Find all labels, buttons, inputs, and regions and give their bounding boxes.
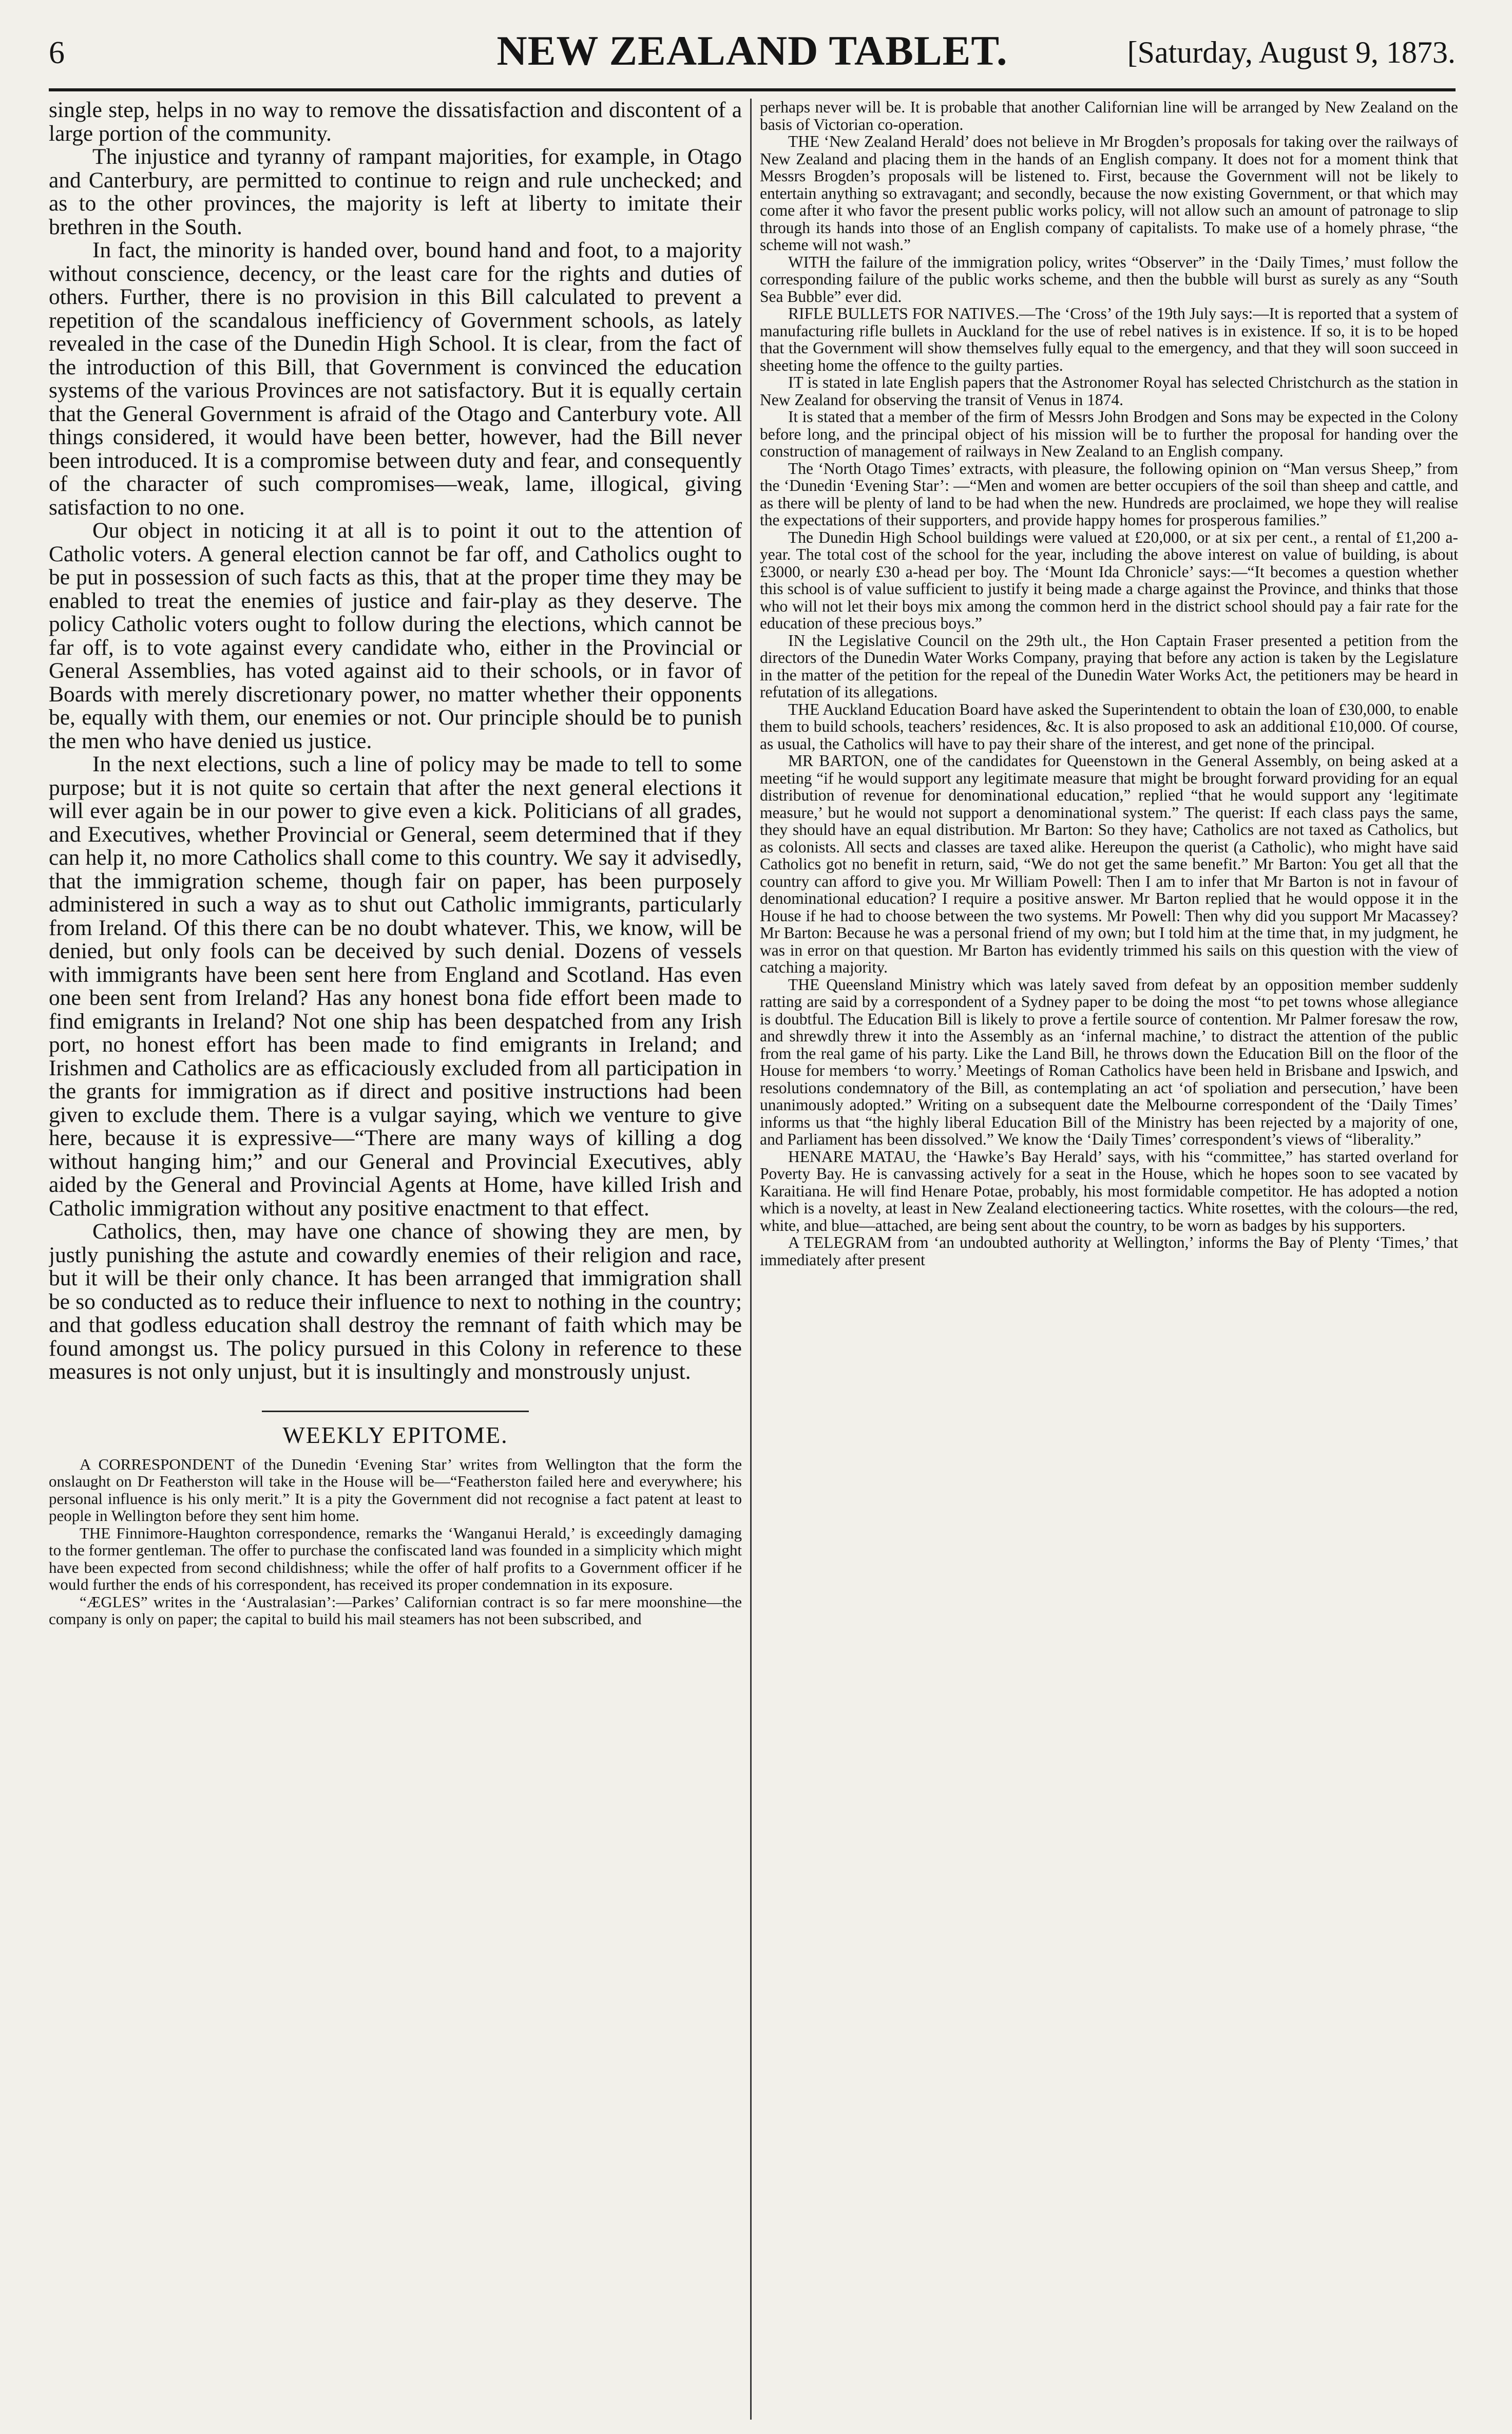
epitome-paragraph: THE Finnimore-Haughton correspondence, remarks the ‘Wanganui Herald,’ is exceedingly damaging to the former gentleman. The offer to purchase the confiscated land was founded in a simplicity which might have been expected from second childishness; while the offer of half profits to a Government officer if he would further the ends of his correspondent, has received its proper condemnation in its exposure. [49, 1524, 742, 1593]
article-paragraph: single step, helps in no way to remove the dissatisfaction and discontent of a large portion of the community. [49, 99, 742, 146]
epitome-paragraph: HENARE MATAU, the ‘Hawke’s Bay Herald’ says, with his “committee,” has started overland for Poverty Bay. He is canvassing actively for a seat in the House, which he hopes soon to see vacated by Karaitiana. He will find Henare Potae, probably, his most formidable competitor. He has adopted a notion which is a novelty, at least in New Zealand electioneering tactics. White rosettes, with the colours—the red, white, and blue—attached, are being sent about the country, to be worn as badges by his supporters. [760, 1147, 1458, 1234]
epitome-paragraph: It is stated that a member of the firm of Messrs John Brodgen and Sons may be expected in the Colony before long, and the principal object of his mission will be to further the proposal for handing over the construction of management of railways in New Zealand to an English company. [760, 408, 1458, 460]
article-paragraph: Our object in noticing it at all is to point it out to the attention of Catholic voters. A general election cannot be far off, and Catholics ought to be put in possession of such facts as this, that at the proper time they may be enabled to treat the enemies of justice and fair-play as they deserve. The policy Catholic voters ought to follow during the elections, which cannot be far off, is to vote against every candidate who, either in the Provincial or General Assemblies, has voted against aid to their schools, or in favor of Boards with merely discretionary power, no matter whether their opponents be, equally with them, our enemies or not. Our principle should be to punish the men who have denied us justice. [49, 518, 742, 753]
page-number: 6 [49, 35, 65, 70]
article-paragraph: In fact, the minority is handed over, bound hand and foot, to a majority without conscience, decency, or the least care for the rights and duties of others. Further, there is no provision in this Bill calculated to prevent a repetition of the scandalous inefficiency of Government schools, as lately revealed in the case of the Dunedin High School. It is clear, from the fact of the introduction of this Bill, that Government is convinced the education systems of the various Provinces are not satisfactory. But it is equally certain that the General Government is afraid of the Otago and Canterbury vote. All things considered, it would have been better, however, had the Bill never been introduced. It is a compromise between duty and fear, and consequently of the character of such compromises—weak, lame, illogical, giving satisfaction to no one. [49, 238, 742, 520]
left-column [49, 99, 742, 2409]
article-paragraph: The injustice and tyranny of rampant majorities, for example, in Otago and Canterbury, are permitted to continue to reign and rule unchecked; and as to the other provinces, the majority is left at liberty to imitate their brethren in the South. [49, 144, 742, 239]
section-heading: WEEKLY EPITOME. [282, 1421, 508, 1448]
epitome-paragraph: THE ‘New Zealand Herald’ does not believe in Mr Brogden’s proposals for taking over the railways of New Zealand and placing them in the hands of an English company. It does not for a moment think that Messrs Brogden’s proposals will be listened to. First, because the Government will not be likely to entertain anything so extravagant; and secondly, because the now existing Government, or that which may come after it who favor the present public works policy, will not allow such an amount of patronage to slip through its hands into those of an English company of capitalists. To make use of a homely phrase, “the scheme will not wash.” [760, 132, 1458, 254]
epitome-paragraph: RIFLE BULLETS FOR NATIVES.—The ‘Cross’ of the 19th July says:—It is reported that a system of manufacturing rifle bullets in Auckland for the use of rebel natives is in existence. If so, it is to be hoped that the Government will show themselves fully equal to the emergency, and that they will soon succeed in sheeting home the offence to the guilty parties. [760, 305, 1458, 374]
article-paragraph: Catholics, then, may have one chance of showing they are men, by justly punishing the astute and cowardly enemies of their religion and race, but it will be their only chance. It has been arranged that immigration shall be so conducted as to reduce their influence to next to nothing in the country; and that godless education shall destroy the remnant of faith which may be found amongst us. The policy pursued in this Colony in reference to these measures is not only unjust, but it is insultingly and monstrously unjust. [49, 1219, 742, 1384]
article-paragraph: In the next elections, such a line of policy may be made to tell to some purpose; but it is not quite so certain that after the next general elections it will ever again be in our power to give even a kick. Politicians of all grades, and Executives, whether Provincial or General, seem determined that if they can help it, no more Catholics shall come to this country. We say it advisedly, that the immigration scheme, though fair on paper, has been purposely administered in such a way as to shut out Catholic immigrants, particularly from Ireland. Of this there can be no doubt whatever. This, we know, will be denied, but only fools can be deceived by such denial. Dozens of vessels with immigrants have been sent here from England and Scotland. Has even one been sent from Ireland? Has any honest bona fide effort been made to find emigrants in Ireland? Not one ship has been despatched from any Irish port, no honest effort has been made to find emigrants in Ireland; and Irishmen and Catholics are as efficaciously excluded from all participation in the grants for immigration as if direct and positive instructions had been given to exclude them. There is a vulgar saying, which we venture to give here, because it is expressive—“There are many ways of killing a dog without hanging him;” and our General and Provincial Executives, ably aided by the General and Provincial Agents at Home, have killed Irish and Catholic immigration without any positive enactment to that effect. [49, 752, 742, 1221]
epitome-paragraph: THE Queensland Ministry which was lately saved from defeat by an opposition member suddenly ratting are said by a correspondent of a Sydney paper to be doing the most “to pet towns whose allegiance is doubtful. The Education Bill is likely to prove a fertile source of contention. Mr Palmer foresaw the row, and shrewdly threw it into the Assembly as an ‘infernal machine,’ to distract the attention of the public from the real game of his party. Like the Land Bill, he throws down the Education Bill on the floor of the House for members ‘to worry.’ Meetings of Roman Catholics have been held in Brisbane and Ipswich, and resolutions condemnatory of the Bill, as contemplating an act ‘of spoliation and persecution,’ have been unanimously adopted.” Writing on a subsequent date the Melbourne correspondent of the ‘Daily Times’ informs us that “the highly liberal Education Bill of the Ministry has been rejected by a majority of one, and Parliament has been dissolved.” We know the ‘Daily Times’ correspondent’s views of “liberality.” [760, 975, 1458, 1148]
epitome-paragraph: The Dunedin High School buildings were valued at £20,000, or at six per cent., a rental of £1,200 a-year. The total cost of the school for the year, including the above interest on value of building, is about £3000, or nearly £30 a-head per boy. The ‘Mount Ida Chronicle’ says:—“It becomes a question whether this school is of value sufficient to justify it being made a charge against the Province, and thinks that those who will not let their boys mix among the common herd in the district school should pay a fair rate for the education of these precious boys.” [760, 528, 1458, 632]
page-header [49, 15, 1456, 92]
epitome-paragraph: “ÆGLES” writes in the ‘Australasian’:—Parkes’ Californian contract is so far mere moonshine—the company is only on paper; the capital to build his mail steamers has not been subscribed, and [49, 1592, 742, 1628]
column-divider [750, 99, 752, 2420]
epitome-paragraph: IN the Legislative Council on the 29th ult., the Hon Captain Fraser presented a petition from the directors of the Dunedin Water Works Company, praying that before any action is taken by the Legislature in the matter of the petition for the repeal of the Dunedin Water Works Act, the petitioners may be heard in refutation of its allegations. [760, 631, 1458, 701]
epitome-paragraph: IT is stated in late English papers that the Astronomer Royal has selected Christchurch as the station in New Zealand for observing the transit of Venus in 1874. [760, 373, 1458, 409]
epitome-paragraph: perhaps never will be. It is probable that another Californian line will be arranged by New Zealand on the basis of Victorian co-operation. [760, 99, 1458, 134]
header-rule [49, 88, 1456, 91]
issue-date: [Saturday, August 9, 1873. [1127, 35, 1456, 69]
epitome-paragraph: A CORRESPONDENT of the Dunedin ‘Evening Star’ writes from Wellington that the form the onslaught on Dr Featherston will take in the House will be—“Featherston failed here and everywhere; his personal influence is his only merit.” It is a pity the Government did not recognise a fact patent at least to people in Wellington before they sent him home. [49, 1455, 742, 1525]
masthead-title: NEW ZEALAND TABLET. [496, 27, 1008, 74]
epitome-paragraph: WITH the failure of the immigration policy, writes “Observer” in the ‘Daily Times,’ must follow the corresponding failure of the public works scheme, and then the bubble will burst as surely as any “South Sea Bubble” ever did. [760, 253, 1458, 306]
epitome-paragraph: THE Auckland Education Board have asked the Superintendent to obtain the loan of £30,000, to enable them to build schools, teachers’ residences, &c. It is also proposed to ask an additional £10,000. Of course, as usual, the Catholics will have to pay their share of the interest, and get none of the principal. [760, 700, 1458, 753]
right-column [760, 99, 1458, 2425]
section-divider [262, 1411, 529, 1412]
epitome-paragraph: MR BARTON, one of the candidates for Queenstown in the General Assembly, on being asked at a meeting “if he would support any legitimate measure that might be brought forward providing for an equal distribution of revenue for denominational education,” replied “that he would support any ‘legitimate measure,’ but he would not support a denominational system.” The querist: If each class pays the same, they should have an equal distribution. Mr Barton: So they have; Catholics are not taxed as Catholics, but as colonists. All sects and classes are taxed alike. Hereupon the querist (a Catholic), who might have said Catholics got no benefit in return, said, “We do not get the same benefit.” Mr Barton: You get all that the country can afford to give you. Mr William Powell: Then I am to infer that Mr Barton is not in favour of denominational education? I require a positive answer. Mr Barton replied that he would oppose it in the House if he had to choose between the two systems. Mr Powell: Then why did you support Mr Macassey? Mr Barton: Because he was a personal friend of my own; but I told him at the time that, in my judgment, he was in error on that question. Mr Barton has evidently trimmed his sails on this question with the view of catching a majority. [760, 752, 1458, 976]
epitome-paragraph: A TELEGRAM from ‘an undoubted authority at Wellington,’ informs the Bay of Plenty ‘Times,’ that immediately after present [760, 1233, 1458, 1269]
epitome-paragraph: The ‘North Otago Times’ extracts, with pleasure, the following opinion on “Man versus Sheep,” from the ‘Dunedin ‘Evening Star’: —“Men and women are better occupiers of the soil than sheep and cattle, and as there will be plenty of land to be had when the new. Hundreds are proclaimed, we hope they will realise the expectations of their supporters, and provide happy homes for prosperous families.” [760, 459, 1458, 529]
